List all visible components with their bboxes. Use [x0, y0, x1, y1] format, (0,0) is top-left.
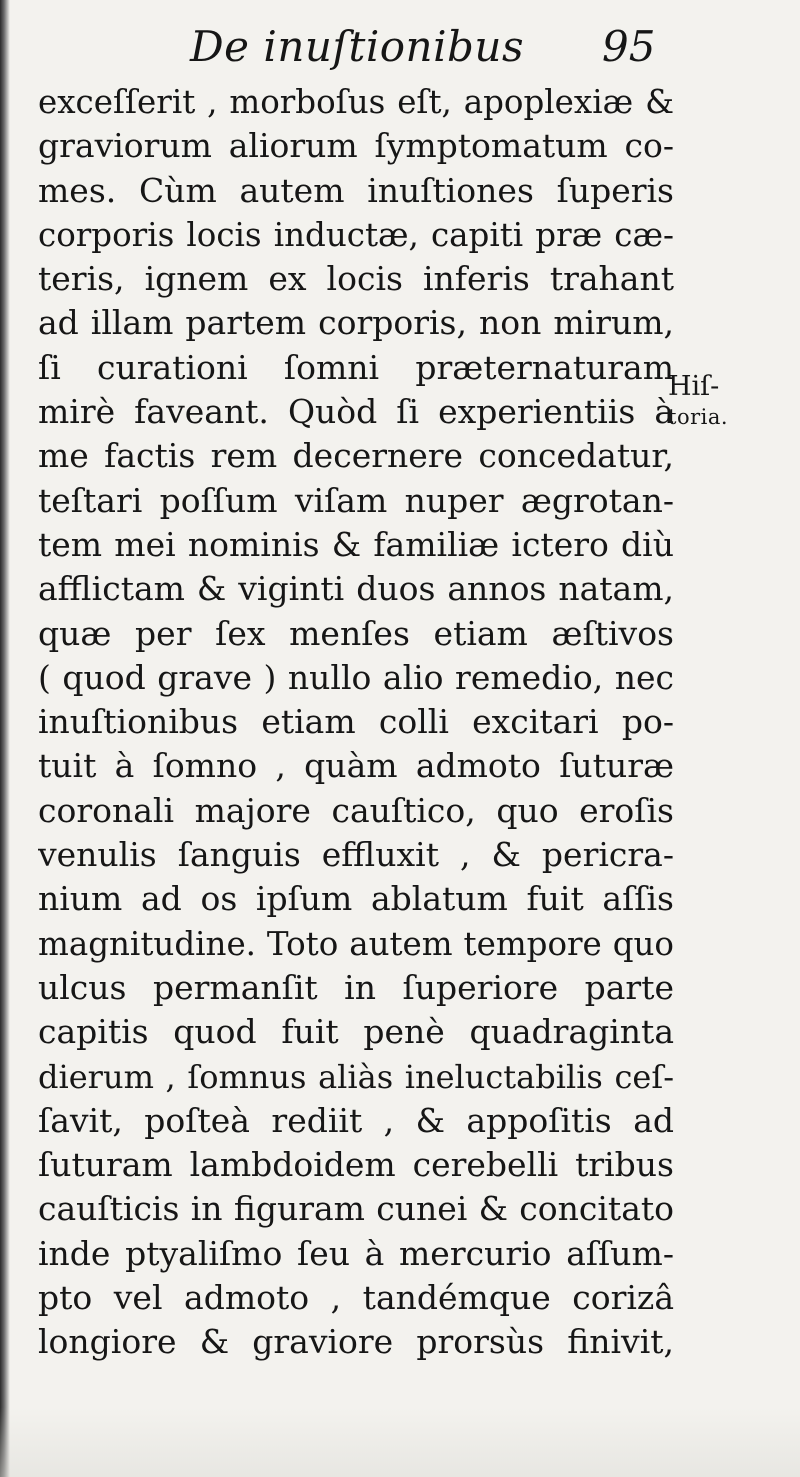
text-line: cauſticis in figuram cunei & concitato — [38, 1189, 674, 1229]
text-line: capitis quod fuit penè quadraginta — [38, 1012, 674, 1052]
text-line: mirè faveant. Quòd ſi experientiis à — [38, 392, 674, 432]
marginal-note-line: toria. — [668, 405, 729, 429]
text-line: corporis locis inductæ, capiti præ cæ- — [38, 215, 674, 254]
text-line: longiore & graviore prorsùs finivit, — [38, 1322, 674, 1362]
text-line: quæ per ſex menſes etiam æſtivos — [38, 613, 674, 653]
page-gutter-shadow — [0, 0, 10, 1477]
marginal-note-line: Hiſ- — [668, 371, 720, 402]
text-line: exceſſerit , morboſus eſt, apoplexiæ & — [38, 83, 674, 121]
text-line: teſtari poſſum viſam nuper ægrotan- — [38, 480, 674, 520]
text-line: ſi curationi ſomni præternaturam — [38, 347, 674, 387]
text-line: teris, ignem ex locis inferis trahant — [38, 259, 674, 299]
marginal-note — [668, 372, 758, 432]
text-line: ſuturam lambdoidem cerebelli tribus — [38, 1145, 674, 1185]
text-line: mes. Cùm autem inuſtiones ſuperis — [38, 170, 674, 210]
text-line: ſavit, poſteà rediit , & appoſitis ad — [38, 1100, 674, 1140]
running-head — [0, 22, 800, 82]
text-line: pto vel admoto , tandémque corizâ — [38, 1278, 674, 1318]
text-line: venulis ſanguis effluxit , & pericra- — [38, 835, 674, 875]
body-text — [38, 80, 674, 1365]
text-line: inde ptyaliſmo ſeu à mercurio aſſum- — [38, 1233, 674, 1273]
text-line: afflictam & viginti duos annos natam, — [38, 569, 674, 609]
text-line: ( quod grave ) nullo alio remedio, nec — [38, 657, 674, 697]
page-number: 95 — [602, 22, 656, 71]
text-line: me factis rem decernere concedatur, — [38, 436, 674, 476]
text-line: nium ad os ipſum ablatum fuit aſſis — [38, 879, 674, 919]
text-line: tuit à ſomno , quàm admoto ſuturæ — [38, 746, 674, 786]
text-line: graviorum aliorum ſymptomatum co- — [38, 126, 674, 166]
running-head-title: De inuſtionibus — [190, 22, 525, 71]
text-line: ad illam partem corporis, non mirum, — [38, 303, 674, 343]
text-line: inuſtionibus etiam colli excitari po- — [38, 702, 674, 742]
text-line: tem mei nominis & familiæ ictero diù — [38, 524, 674, 564]
page-bottom-shading — [0, 1407, 800, 1477]
text-line: dierum , ſomnus aliàs ineluctabilis ceſ- — [38, 1057, 674, 1096]
text-line: ulcus permanſit in ſuperiore parte — [38, 967, 674, 1007]
text-line: coronali majore cauſtico, quo eroſis — [38, 790, 674, 830]
text-line: magnitudine. Toto autem tempore quo — [38, 924, 674, 963]
